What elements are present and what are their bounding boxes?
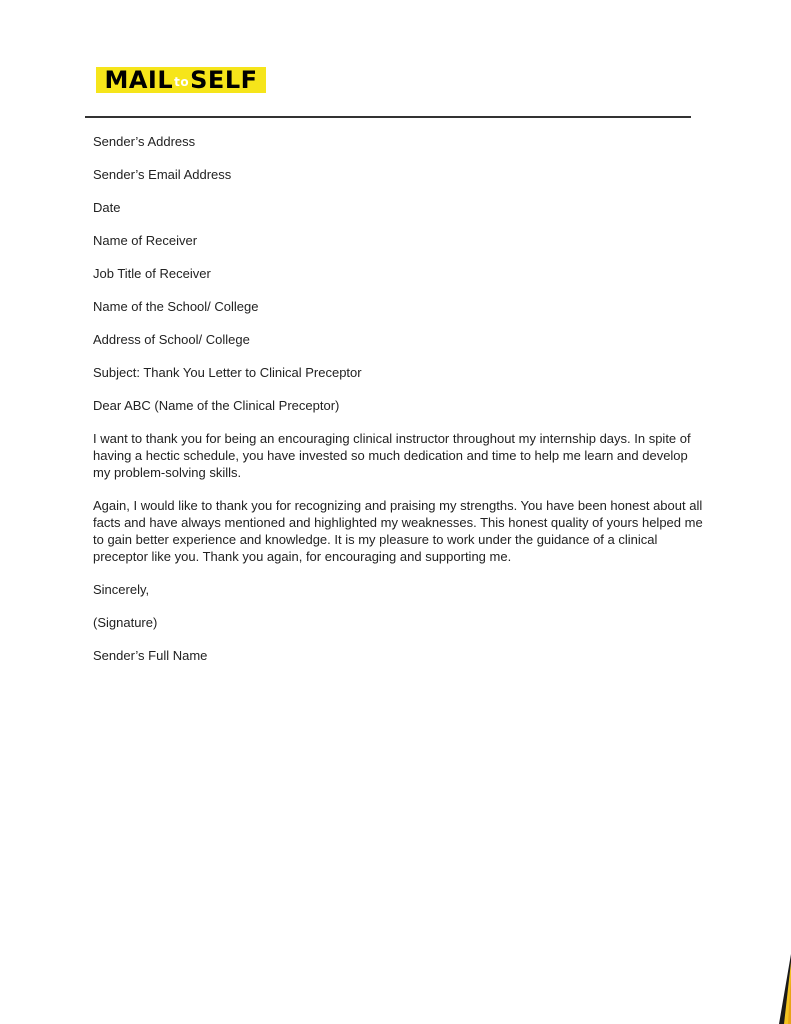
sender-address: Sender’s Address (93, 134, 196, 149)
receiver-name: Name of Receiver (93, 233, 198, 248)
logo-text-mid: to (174, 75, 190, 89)
header-divider (85, 116, 691, 118)
body-paragraph-1: I want to thank you for being an encouraging clinical instructor throughout my internship days. In spite of having a hectic schedule, you have invested so much dedication and time to help me learn and develop my problem-solving skills. (93, 431, 691, 480)
body-paragraph-2: Again, I would like to thank you for recognizing and praising my strengths. You have been honest about all facts and have always mentioned and highlighted my weaknesses. This honest quality of yours helped me to gain better experience and knowledge. It is my pleasure to work under the guidance of a clinical preceptor like you. Thank you again, for encouraging and supporting me. (93, 498, 703, 564)
corner-decoration (771, 954, 791, 1024)
mailtoself-logo (96, 67, 266, 93)
sender-full-name: Sender’s Full Name (93, 648, 208, 663)
letter-date: Date (93, 200, 121, 215)
school-name: Name of the School/ College (93, 299, 259, 314)
school-address: Address of School/ College (93, 332, 250, 347)
letter-subject: Subject: Thank You Letter to Clinical Preceptor (93, 365, 362, 380)
logo-text-right: SELF (190, 66, 258, 94)
closing: Sincerely, (93, 582, 150, 597)
signature: (Signature) (93, 615, 158, 630)
letter-body (93, 133, 705, 680)
logo-text-left: MAIL (104, 66, 174, 94)
receiver-title: Job Title of Receiver (93, 266, 211, 281)
sender-email: Sender’s Email Address (93, 167, 232, 182)
salutation: Dear ABC (Name of the Clinical Preceptor) (93, 398, 340, 413)
